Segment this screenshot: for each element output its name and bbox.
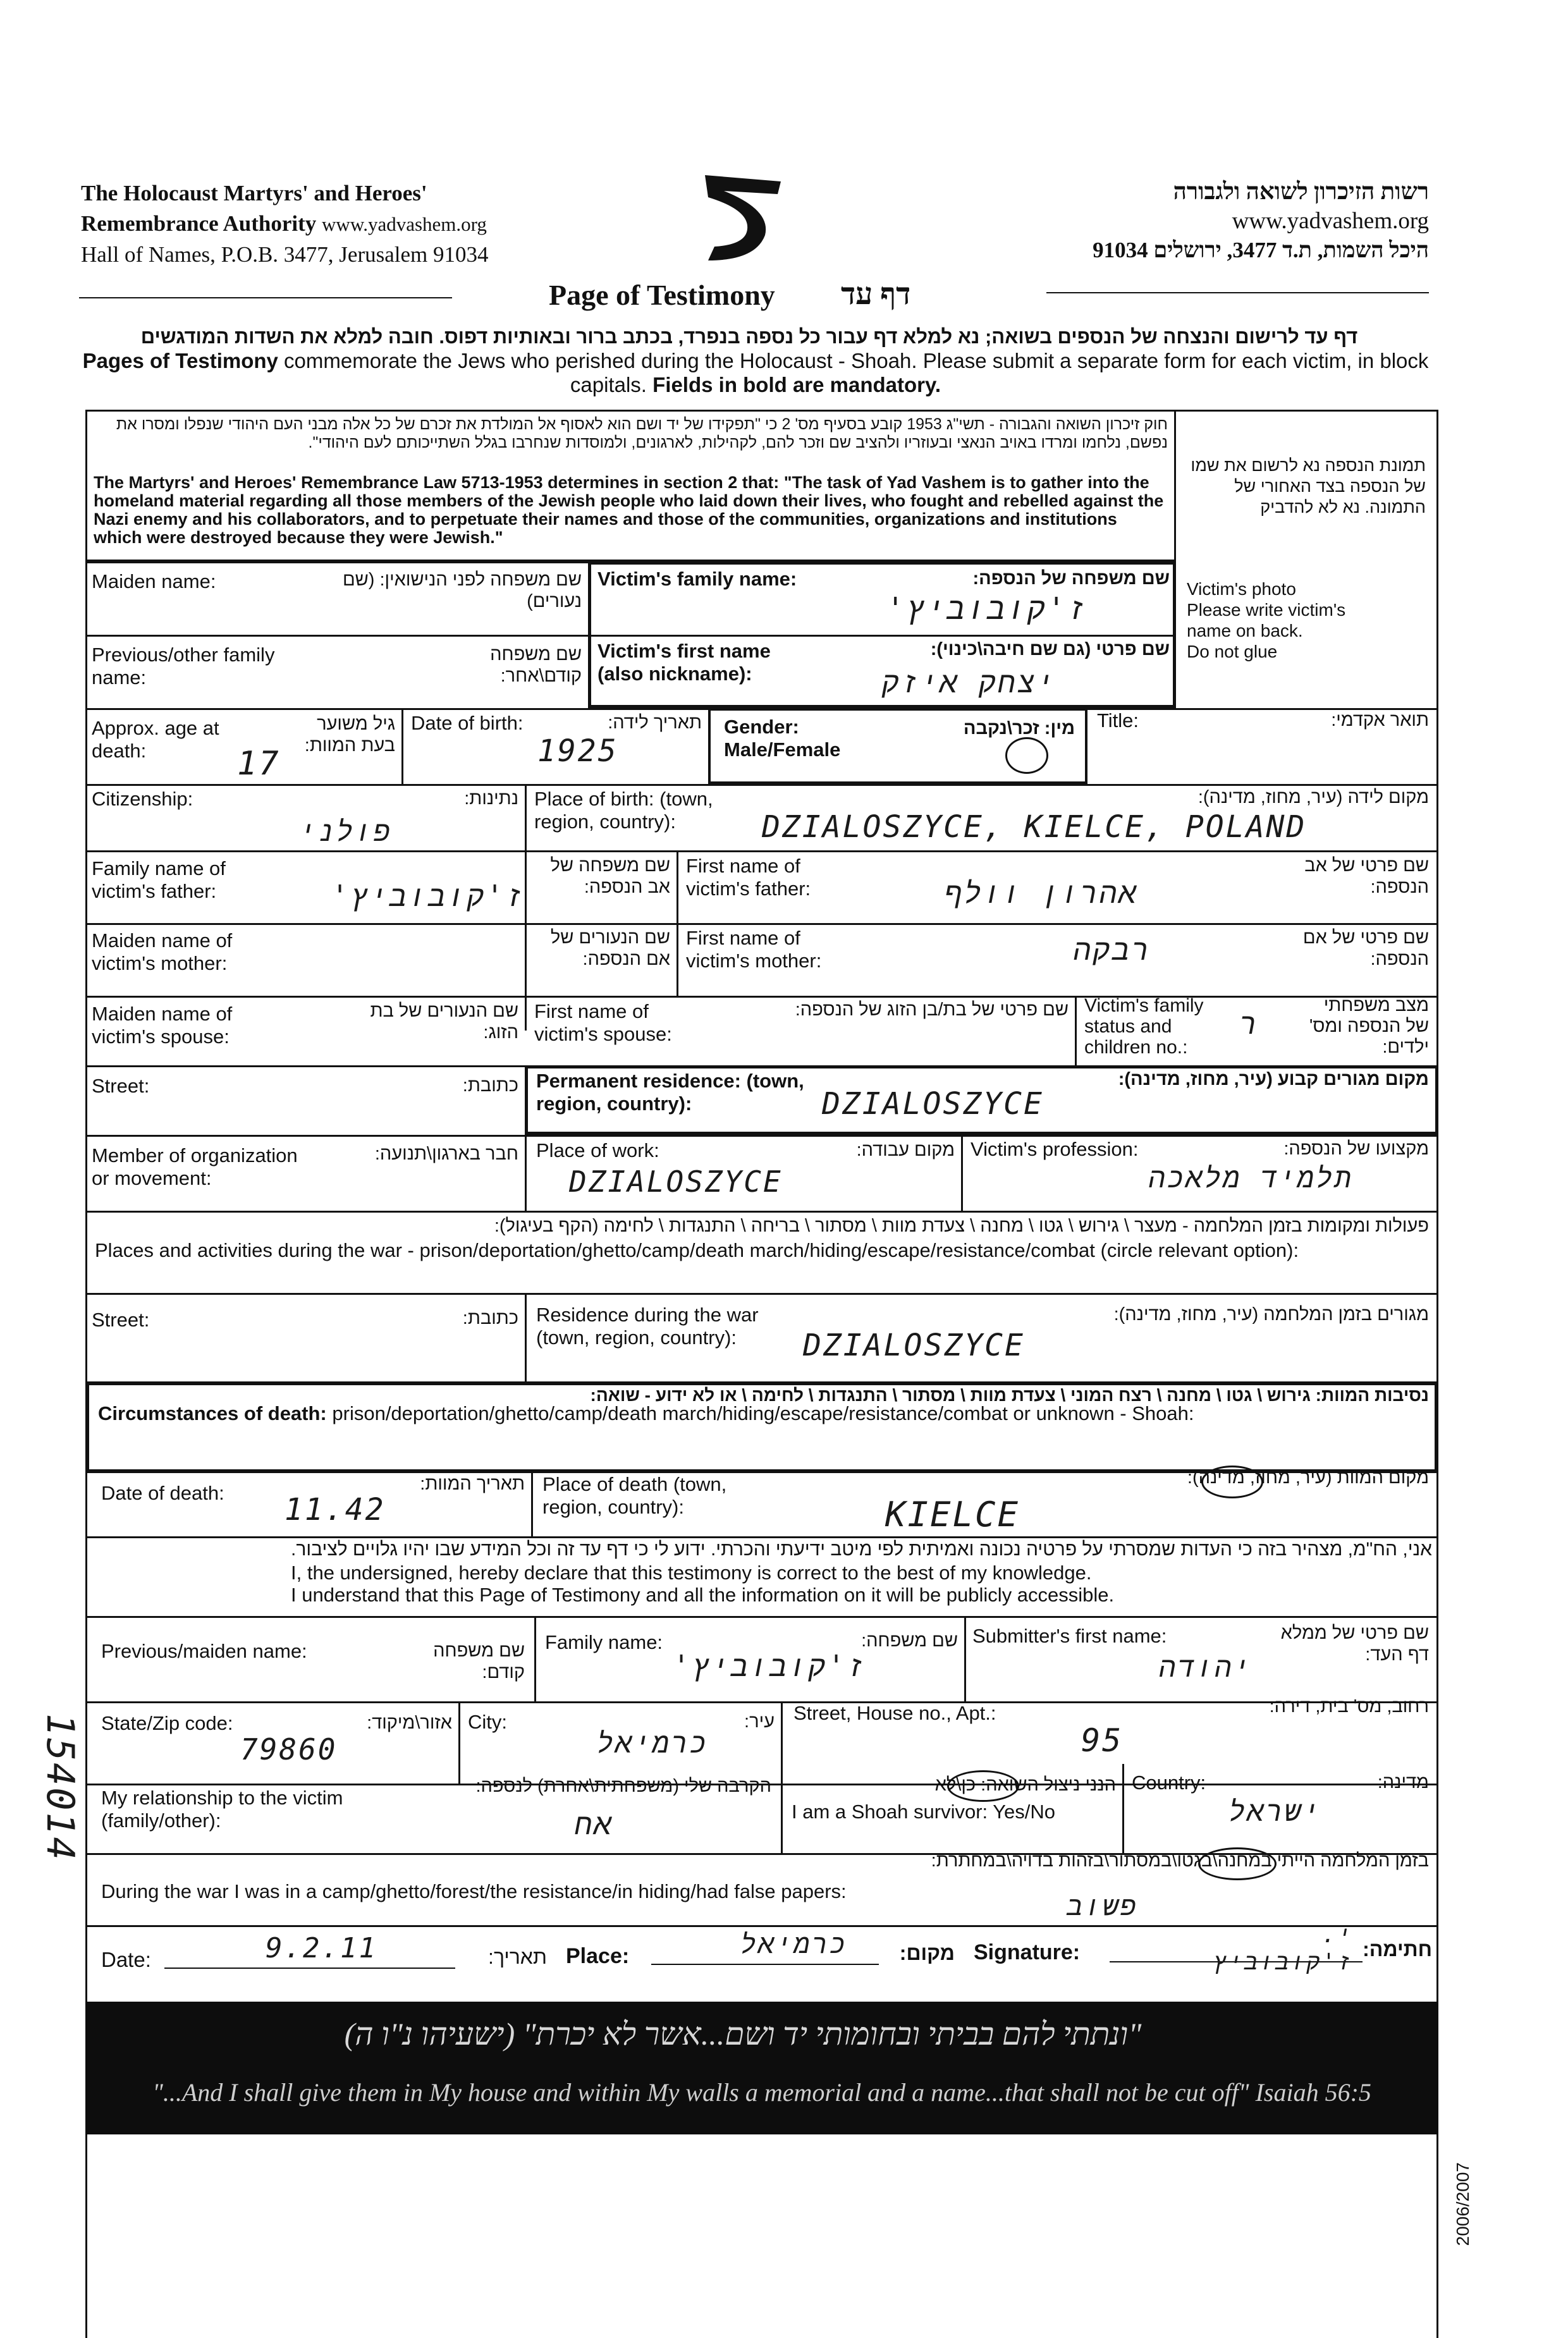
city-label-he: עיר:	[744, 1711, 775, 1732]
form-version	[1448, 2162, 1486, 2314]
photo-line-4: Do not glue	[1187, 642, 1278, 661]
war-street-label-he: כתובת:	[462, 1308, 518, 1328]
country-label: Country:	[1132, 1772, 1206, 1794]
mother-first-name-label-he: שם פרטי של אם הנספה:	[1302, 927, 1429, 969]
age-label: Approx. age at death:	[92, 717, 219, 762]
place-value[interactable]: כרמיאל	[740, 1928, 847, 1959]
dob-label-he: תאריך לידה:	[608, 713, 702, 733]
margin-number	[19, 1707, 95, 1960]
spouse-maiden-name-label-he: שם הנעורים של בת הזוג:	[370, 1001, 518, 1043]
margin-number-text: 154014	[38, 1713, 82, 1862]
war-residence-value[interactable]: DZIALOSZYCE	[803, 1328, 1025, 1363]
relationship-label: My relationship to the victim (family/other):	[101, 1787, 343, 1832]
submitter-family-name-value[interactable]: ז'קובוביץ'	[672, 1649, 866, 1683]
website-en[interactable]: www.yadvashem.org	[322, 213, 487, 235]
place-label: Place:	[566, 1944, 630, 1968]
footer-banner	[85, 2002, 1438, 2134]
title-label: Title:	[1097, 709, 1139, 731]
mother-maiden-name-label: Maiden name of victim's mother:	[92, 929, 233, 974]
relationship-label-he: הקרבה שלי (משפחתית\אחרת) לנספה:	[475, 1776, 771, 1796]
intro-en-mandatory: Fields in bold are mandatory.	[652, 373, 941, 396]
citizenship-label: Citizenship:	[92, 788, 193, 810]
circumstances-label-bold: Circumstances of death:	[98, 1402, 327, 1424]
relationship-value[interactable]: אח	[574, 1807, 613, 1841]
war-residence-label: Residence during the war (town, region, country):	[536, 1304, 759, 1349]
father-first-name-label-he: שם פרטי של אב הנספה:	[1304, 855, 1429, 897]
yad-vashem-logo-icon	[689, 166, 797, 267]
place-of-death-label-he: מקום המוות (עיר, מחוז, מדינה):	[1187, 1467, 1429, 1488]
zip-code-value[interactable]: 79860	[240, 1732, 338, 1766]
place-of-birth-label-he: מקום לידה (עיר, מחוז, מדינה):	[1197, 787, 1429, 807]
gender-label-he: מין: זכר\נקבה	[963, 718, 1075, 738]
profession-value[interactable]: תלמיד מלאכה	[1148, 1162, 1353, 1194]
first-name-label: Victim's first name (also nickname):	[597, 640, 771, 685]
circumstances-label-rest: prison/deportation/ghetto/camp/death march/hiding/escape/resistance/combat or unknown - Shoah:	[332, 1402, 1194, 1424]
street-label-he: כתובת:	[462, 1075, 518, 1096]
org-line-2	[81, 209, 489, 240]
first-name-value[interactable]: יצחק איזק	[881, 665, 1056, 699]
submitter-previous-name-label: Previous/maiden name:	[101, 1640, 307, 1662]
submitter-family-name-label-he: שם משפחה:	[861, 1631, 958, 1651]
circumstances-label	[98, 1402, 1426, 1425]
form-version-text: 2006/2007	[1453, 2162, 1473, 2246]
date-of-death-value[interactable]: 11.42	[285, 1492, 386, 1527]
organization-label: Member of organization or movement:	[92, 1144, 298, 1189]
place-of-birth-value[interactable]: DZIALOSZYCE, KIELCE, POLAND	[762, 809, 1307, 845]
date-label: Date:	[101, 1948, 151, 1971]
street-label: Street:	[92, 1075, 150, 1097]
intro-en-bold: Pages of Testimony	[82, 349, 278, 372]
father-family-name-value[interactable]: ז'קובוביץ'	[331, 879, 525, 913]
zip-code-label-he: אזור\מיקוד:	[367, 1713, 452, 1733]
permanent-residence-value[interactable]: DZIALOSZYCE	[822, 1086, 1044, 1122]
place-label-he: מקום:	[899, 1942, 955, 1964]
photo-line-2: Please write victim's	[1187, 600, 1346, 620]
intro-en	[82, 349, 1429, 397]
activities-label-he: פעולות ומקומות בזמן המלחמה - מעצר \ גירוש \ גטו \ מחנה \ צעדת מוות \ מסתור \ בריחה \ התנגדות \ לחימה (הקף בעיגול):	[494, 1216, 1429, 1236]
page-title-he: דף עד	[841, 278, 911, 311]
survivor-label-he: הנני ניצול השואה: כן\לא	[934, 1775, 1116, 1795]
declaration-he: אני, הח"מ, מצהיר בזה כי העדות שמסרתי על פרטיה נכונה ואמיתית לפי מיטב ידיעתי והכרתי. ידוע לי כי דף עד זה וכל המידע שבו יהיו גלויים לציבור.	[291, 1539, 1432, 1560]
family-status-label-he: מצב משפחתי של הנספה ומס' ילדים:	[1309, 995, 1429, 1057]
citizenship-value[interactable]: פולני	[298, 816, 392, 848]
photo-instructions-he: תמונת הנספה נא לרשום את שמו של הנספה בצד האחורי של התמונה. נא לא להדביק	[1191, 456, 1426, 517]
city-value[interactable]: כרמיאל	[596, 1727, 708, 1760]
spouse-maiden-name-label: Maiden name of victim's spouse:	[92, 1003, 233, 1048]
org-name-he: רשות הזיכרון לשואה ולגבורה	[1173, 179, 1429, 205]
submitter-street-label: Street, House no., Apt.:	[793, 1702, 996, 1724]
footer-quote-he: "ונתתי להם בביתי ובחומותי יד ושם...אשר לא יכרת" (ישעיהו נ"ו ה)	[344, 2016, 1142, 2052]
father-first-name-value[interactable]: אהרון וולף	[944, 876, 1138, 910]
photo-instructions-en	[1187, 578, 1427, 662]
war-residence-label-he: מגורים בזמן המלחמה (עיר, מחוז, מדינה):	[1113, 1304, 1429, 1325]
place-of-work-label: Place of work:	[536, 1139, 659, 1161]
place-of-death-label: Place of death (town, region, country):	[542, 1473, 727, 1518]
address-en: Hall of Names, P.O.B. 3477, Jerusalem 91034	[81, 242, 489, 267]
org-name-en	[81, 178, 489, 270]
first-name-label-he: שם פרטי (גם שם חיבה\כינוי):	[930, 639, 1170, 659]
war-street-label: Street:	[92, 1309, 150, 1331]
camp-circle[interactable]	[1198, 1847, 1277, 1880]
zip-code-label: State/Zip code:	[101, 1712, 233, 1734]
age-value[interactable]: 17	[237, 745, 281, 783]
law-box	[85, 410, 1176, 561]
law-en: The Martyrs' and Heroes' Remembrance Law 5713-1953 determines in section 2 that: "The task of Yad Vashem is to gather into the homeland material regarding all those members of the Jewish people who laid down their lives, who fought and rebelled against the Nazi enemy and his collaborators, and to perpetuate their names and those of the communities, organizations and institutions which were destroyed because they were Jewish."	[94, 473, 1164, 547]
during-war-label-he: בזמן המלחמה הייתי במחנה\בגטו\במסתור\בזהות בדויה\במחתרת:	[931, 1851, 1429, 1871]
circumstances-label-he: נסיבות המוות: גירוש \ גטו \ מחנה \ רצח המוני \ צעדת מוות \ מסתור \ התנגדות \ לחימה \ או לא ידוע - שואה:	[590, 1385, 1429, 1405]
place-of-death-value[interactable]: KIELCE	[885, 1495, 1020, 1534]
profession-label: Victim's profession:	[971, 1138, 1139, 1160]
family-status-label: Victim's family status and children no.:	[1084, 995, 1204, 1058]
city-label: City:	[468, 1711, 507, 1733]
permanent-residence-label-he: מקום מגורים קבוע (עיר, מחוז, מדינה):	[1118, 1069, 1429, 1089]
signature-label: Signature:	[974, 1940, 1081, 1964]
place-of-work-value[interactable]: DZIALOSZYCE	[569, 1165, 783, 1199]
intro-he: דף עד לרישום והנצחה של הנספים בשואה; נא למלא דף עבור כל נספה בנפרד, בכתב ברור ובאותיות דפוס. חובה למלא את השדות המודגשים	[140, 326, 1358, 348]
intro-en-rest: commemorate the Jews who perished during the Holocaust - Shoah. Please submit a separate form for each victim, in block capitals.	[284, 349, 1429, 396]
permanent-residence-label: Permanent residence: (town, region, country):	[536, 1070, 804, 1115]
footer-quote-en: "...And I shall give them in My house and within My walls a memorial and a name...that shall not be cut off" Isaiah 56:5	[152, 2078, 1371, 2107]
place-of-work-label-he: מקום עבודה:	[856, 1140, 955, 1160]
family-name-label-he: שם משפחה של הנספה:	[972, 568, 1170, 589]
date-label-he: תאריך:	[488, 1945, 547, 1968]
submitter-street-label-he: רחוב, מס' בית, דירה:	[1269, 1696, 1429, 1717]
gender-circle-male[interactable]	[1005, 737, 1048, 774]
activities-label: Places and activities during the war - prison/deportation/ghetto/camp/death march/hiding/escape/resistance/combat (circle relevant option):	[95, 1239, 1299, 1261]
title-label-he: תואר אקדמי:	[1331, 710, 1429, 730]
family-name-value[interactable]: ז'קובוביץ'	[886, 591, 1087, 627]
date-of-death-label-he: תאריך המוות:	[420, 1474, 525, 1494]
family-name-label: Victim's family name:	[597, 568, 797, 590]
family-status-value[interactable]: ר	[1239, 1007, 1259, 1041]
submitter-family-name-label: Family name:	[545, 1631, 663, 1653]
submitter-first-name-label: Submitter's first name:	[972, 1625, 1167, 1647]
spouse-first-name-label-he: שם פרטי של בת/בן הזוג של הנספה:	[795, 1000, 1069, 1020]
previous-family-name-label: Previous/other family name:	[92, 644, 275, 689]
org-line-2-text: Remembrance Authority	[81, 211, 317, 236]
submitter-street-value[interactable]: 95	[1081, 1722, 1124, 1759]
survivor-label: I am a Shoah survivor: Yes/No	[792, 1801, 1056, 1823]
spouse-first-name-label: First name of victim's spouse:	[534, 1000, 672, 1045]
country-value[interactable]: ישראל	[1228, 1796, 1321, 1828]
signature-value[interactable]: י. ז'קובוביץ	[1213, 1922, 1353, 1975]
country-label-he: מדינה:	[1377, 1772, 1429, 1792]
previous-family-name-label-he: שם משפחה קודם\אחר:	[490, 644, 582, 686]
maiden-name-label-he: שם משפחה לפני הנישואין: (שם נעורים)	[342, 570, 582, 611]
declaration-en-2: I understand that this Page of Testimony and all the information on it will be publicly accessible.	[291, 1584, 1115, 1606]
father-family-name-label: Family name of victim's father:	[92, 857, 226, 902]
photo-line-1: Victim's photo	[1187, 579, 1296, 599]
citizenship-label-he: נתינות:	[464, 788, 518, 809]
law-he: חוק זיכרון השואה והגבורה - תשי"ג 1953 קובע בסעיף מס' 2 כי "תפקידו של יד ושם הוא לאסוף אל המולדת את זכרם של כל אלה מבני העם היהודי שנפלו ומסרו את נפשם, נלחמו ומרדו באויב הנאצי ובעוזריו ולהציב שם וזכר להם, לקהילות, לארגונים, ולמוסדות שנחרבו בגלל השתייכותם לעם היהודי".	[116, 415, 1168, 451]
signature-label-he: חתימה:	[1363, 1938, 1432, 1961]
organization-label-he: חבר בארגון\תנועה:	[374, 1144, 518, 1164]
page-title-en: Page of Testimony	[549, 279, 775, 311]
place-of-birth-label: Place of birth: (town, region, country):	[534, 788, 713, 833]
during-war-label: During the war I was in a camp/ghetto/forest/the resistance/in hiding/had false papers:	[101, 1880, 847, 1902]
address-he: היכל השמות, ת.ד 3477, ירושלים 91034	[1093, 238, 1429, 262]
date-value[interactable]: 9.2.11	[266, 1932, 377, 1964]
photo-line-3: name on back.	[1187, 621, 1303, 640]
dob-label: Date of birth:	[411, 712, 524, 734]
maiden-name-label: Maiden name:	[92, 570, 216, 592]
father-family-name-label-he: שם משפחה של אב הנספה:	[550, 855, 670, 897]
gender-label: Gender: Male/Female	[724, 716, 841, 761]
declaration-en-1: I, the undersigned, hereby declare that this testimony is correct to the best of my knowledge.	[291, 1562, 1092, 1584]
mother-first-name-label: First name of victim's mother:	[686, 927, 822, 972]
mother-first-name-value[interactable]: רבקה	[1073, 933, 1151, 967]
survivor-circle[interactable]	[947, 1770, 1019, 1802]
father-first-name-label: First name of victim's father:	[686, 855, 811, 900]
date-of-death-label: Date of death:	[101, 1482, 224, 1504]
submitter-first-name-label-he: שם פרטי של ממלא דף העד:	[1280, 1623, 1429, 1665]
region-circle[interactable]	[1201, 1466, 1263, 1498]
submitter-first-name-value[interactable]: יהודה	[1158, 1651, 1252, 1684]
mother-maiden-name-label-he: שם הנעורים של אם הנספה:	[550, 927, 670, 969]
submitter-previous-name-label-he: שם משפחה קודם:	[433, 1641, 525, 1682]
profession-label-he: מקצועו של הנספה:	[1283, 1139, 1429, 1159]
org-line-1: The Holocaust Martyrs' and Heroes'	[81, 181, 427, 205]
website-he[interactable]: www.yadvashem.org	[1232, 208, 1429, 234]
during-war-value[interactable]: פשוב	[1067, 1890, 1138, 1921]
dob-value[interactable]: 1925	[537, 733, 618, 769]
age-label-he: גיל משוער בעת המוות:	[304, 714, 395, 756]
